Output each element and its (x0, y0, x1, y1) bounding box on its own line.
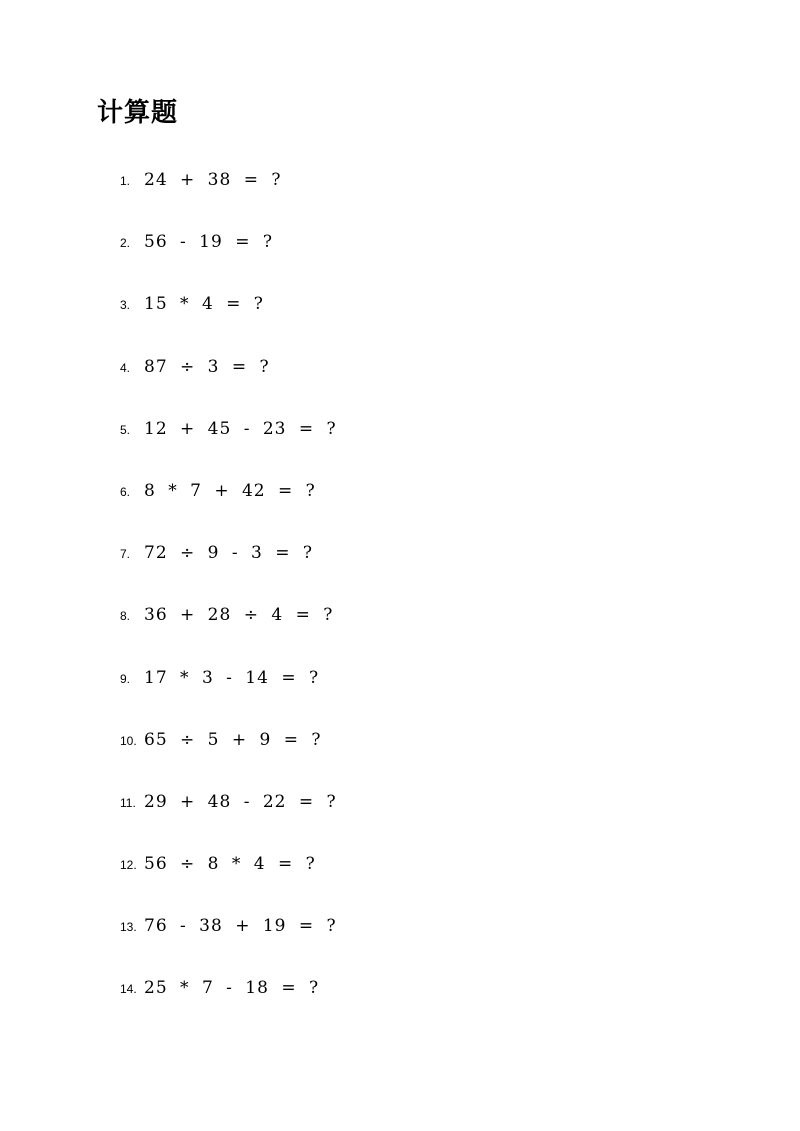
problem-expression: 36 + 28 ÷ 4 = ? (144, 605, 334, 626)
problem-item (120, 481, 337, 543)
problem-item (120, 730, 337, 792)
problem-expression: 65 ÷ 5 + 9 = ? (144, 729, 322, 750)
problem-expression: 56 ÷ 8 * 4 = ? (144, 854, 316, 875)
problem-number: 12. (120, 858, 137, 873)
problem-number: 5. (120, 422, 131, 437)
problem-item (120, 605, 337, 667)
problem-item (120, 357, 337, 419)
problem-number: 6. (120, 484, 131, 499)
problem-expression: 87 ÷ 3 = ? (144, 356, 270, 377)
problem-item (120, 294, 337, 356)
problem-list (120, 170, 337, 1041)
problem-expression: 29 + 48 - 22 = ? (144, 791, 337, 812)
problem-expression: 72 ÷ 9 - 3 = ? (144, 543, 314, 564)
problem-number: 4. (120, 360, 131, 375)
problem-expression: 12 + 45 - 23 = ? (144, 418, 337, 439)
problem-expression: 56 - 19 = ? (144, 232, 273, 253)
problem-item (120, 543, 337, 605)
problem-item (120, 792, 337, 854)
problem-number: 10. (120, 733, 137, 748)
problem-expression: 17 * 3 - 14 = ? (144, 667, 320, 688)
problem-number: 9. (120, 671, 131, 686)
problem-expression: 15 * 4 = ? (144, 294, 264, 315)
problem-item (120, 854, 337, 916)
problem-expression: 76 - 38 + 19 = ? (144, 916, 337, 937)
problem-expression: 8 * 7 + 42 = ? (144, 480, 316, 501)
problem-item (120, 419, 337, 481)
problem-number: 1. (120, 174, 131, 188)
problem-number: 13. (120, 920, 137, 935)
problem-expression: 25 * 7 - 18 = ? (144, 978, 320, 999)
problem-item (120, 916, 337, 978)
problem-item (120, 232, 337, 294)
problem-item (120, 668, 337, 730)
problem-number: 3. (120, 298, 131, 313)
problem-item (120, 170, 337, 232)
page-title: 计算题 (97, 98, 179, 128)
problem-expression: 24 + 38 = ? (144, 170, 282, 190)
problem-item (120, 978, 337, 1040)
problem-number: 8. (120, 609, 131, 624)
problem-number: 2. (120, 236, 131, 251)
problem-number: 11. (120, 795, 136, 810)
problem-number: 7. (120, 547, 131, 562)
problem-number: 14. (120, 982, 137, 997)
